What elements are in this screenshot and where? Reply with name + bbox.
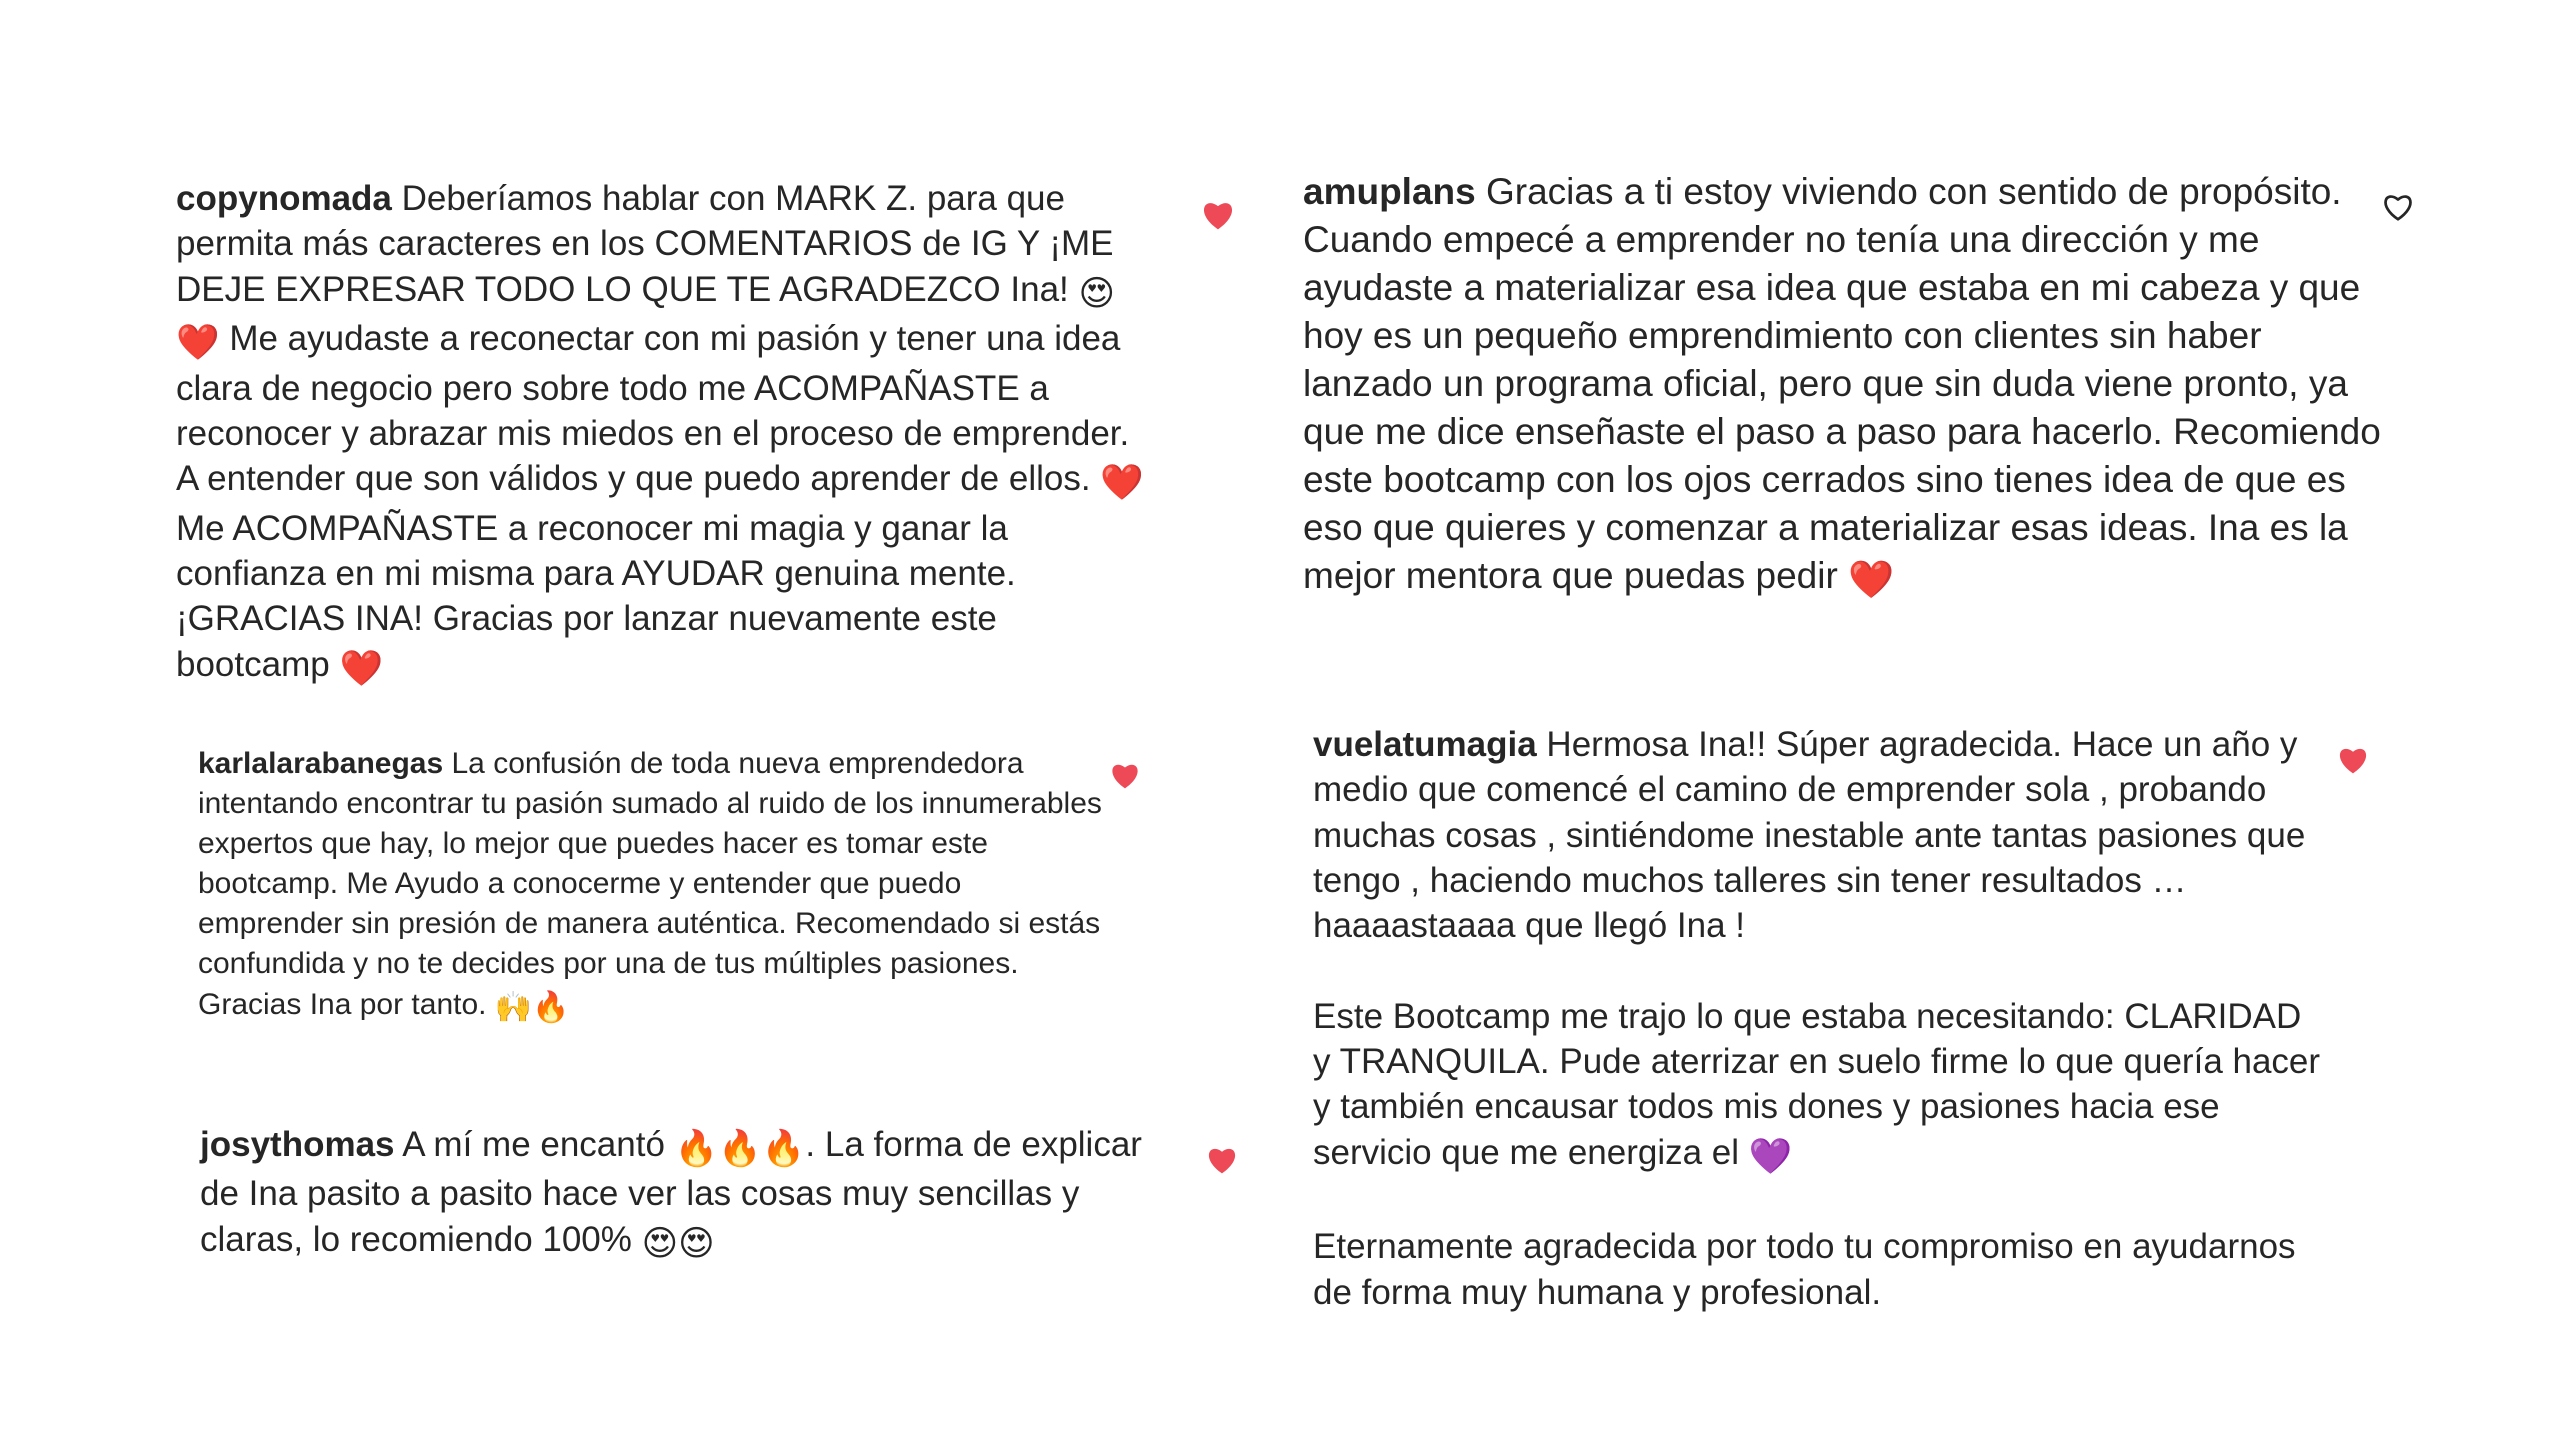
comment-text: Me ACOMPAÑASTE a reconocer mi magia y ganar la confianza en mi misma para AYUDAR genuina mente. ¡GRACIAS INA! Gracias por lanzar nuevamente este bootcamp bbox=[176, 459, 1154, 684]
comment-username[interactable]: amuplans bbox=[1303, 171, 1476, 212]
raised-hands-fire-emoji: 🙌🔥 bbox=[494, 991, 570, 1025]
heart-filled-icon[interactable] bbox=[1110, 762, 1140, 789]
red-heart-emoji: ❤️ bbox=[1848, 559, 1895, 601]
comment-text: Hermosa Ina!! Súper agradecida. Hace un año y medio que comencé el camino de emprender sola , probando muchas cosas , sintiéndome inestable ante tantas pasiones que tengo , haciendo muchos talleres sin tener resultados … haaaastaaaa que llegó Ina ! Este Bootcamp me trajo lo que estaba necesitando: CLARIDAD y TRANQUILA. Pude aterrizar en suelo firme lo que quería hacer y también encausar todos mis dones y pasiones hacia ese servicio que me energiza el bbox=[1313, 725, 2321, 1172]
heart-eyes-emoji: 😍 bbox=[1078, 273, 1115, 313]
red-heart-emoji: ❤️ bbox=[176, 323, 220, 363]
comment-josythomas bbox=[200, 1122, 1170, 1266]
heart-eyes-emoji: 😍😍 bbox=[641, 1223, 715, 1263]
comment-username[interactable]: copynomada bbox=[176, 179, 392, 218]
comment-text: Eternamente agradecida por todo tu compromiso en ayudarnos de forma muy humana y profesional. bbox=[1313, 1227, 2296, 1312]
comment-text: La confusión de toda nueva emprendedora intentando encontrar tu pasión sumado al ruido de los innumerables expertos que hay, lo mejor que puedes hacer es tomar este bootcamp. Me Ayudo a conocerme y entender que puedo emprender sin presión de manera auténtica. Recomendado si estás confundida y no te decides por una de tus múltiples pasiones. Gracias Ina por tanto. bbox=[198, 747, 1111, 1021]
heart-filled-icon[interactable] bbox=[1206, 1146, 1238, 1174]
comment-text: Gracias a ti estoy viviendo con sentido de propósito. Cuando empecé a emprender no tenía una dirección y me ayudaste a materializar esa idea que estaba en mi cabeza y que hoy es un pequeño emprendimiento con clientes sin haber lanzado un programa oficial, pero que sin duda viene pronto, ya que me dice enseñaste el paso a paso para hacerlo. Recomiendo este bootcamp con los ojos cerrados sino tienes idea de que es eso que quieres y comenzar a materializar esas ideas. Ina es la mejor mentora que puedas pedir bbox=[1303, 171, 2392, 596]
comment-text: Deberíamos hablar con MARK Z. para que permita más caracteres en los COMENTARIOS de IG Y ¡ME DEJE EXPRESAR TODO LO QUE TE AGRADEZCO Ina! bbox=[176, 179, 1124, 309]
comment-username[interactable]: vuelatumagia bbox=[1313, 725, 1537, 764]
comment-amuplans bbox=[1303, 168, 2398, 604]
comment-username[interactable]: karlalarabanegas bbox=[198, 747, 444, 780]
fire-emoji: 🔥🔥🔥 bbox=[674, 1129, 806, 1169]
comment-text: . La forma de explicar de Ina pasito a pasito hace ver las cosas muy sencillas y claras, lo recomiendo 100% bbox=[200, 1125, 1152, 1259]
red-heart-emoji: ❤️ bbox=[1100, 463, 1144, 503]
red-heart-emoji: ❤️ bbox=[339, 648, 384, 688]
comment-vuelatumagia bbox=[1313, 722, 2323, 1315]
heart-filled-icon[interactable] bbox=[2337, 746, 2369, 774]
heart-outline-icon[interactable] bbox=[2381, 192, 2415, 222]
comment-text: A mí me encantó bbox=[394, 1125, 675, 1164]
comment-karlalarabanegas bbox=[198, 744, 1111, 1028]
comment-username[interactable]: josythomas bbox=[200, 1125, 395, 1164]
comment-text: Me ayudaste a reconectar con mi pasión y tener una idea clara de negocio pero sobre todo me ACOMPAÑASTE a reconocer y abrazar mis miedos en el proceso de emprender. A entender que son válidos y que puedo aprender de ellos. bbox=[176, 319, 1138, 499]
comment-copynomada bbox=[176, 176, 1154, 691]
heart-filled-icon[interactable] bbox=[1201, 200, 1235, 230]
purple-heart-emoji: 💜 bbox=[1748, 1136, 1793, 1176]
